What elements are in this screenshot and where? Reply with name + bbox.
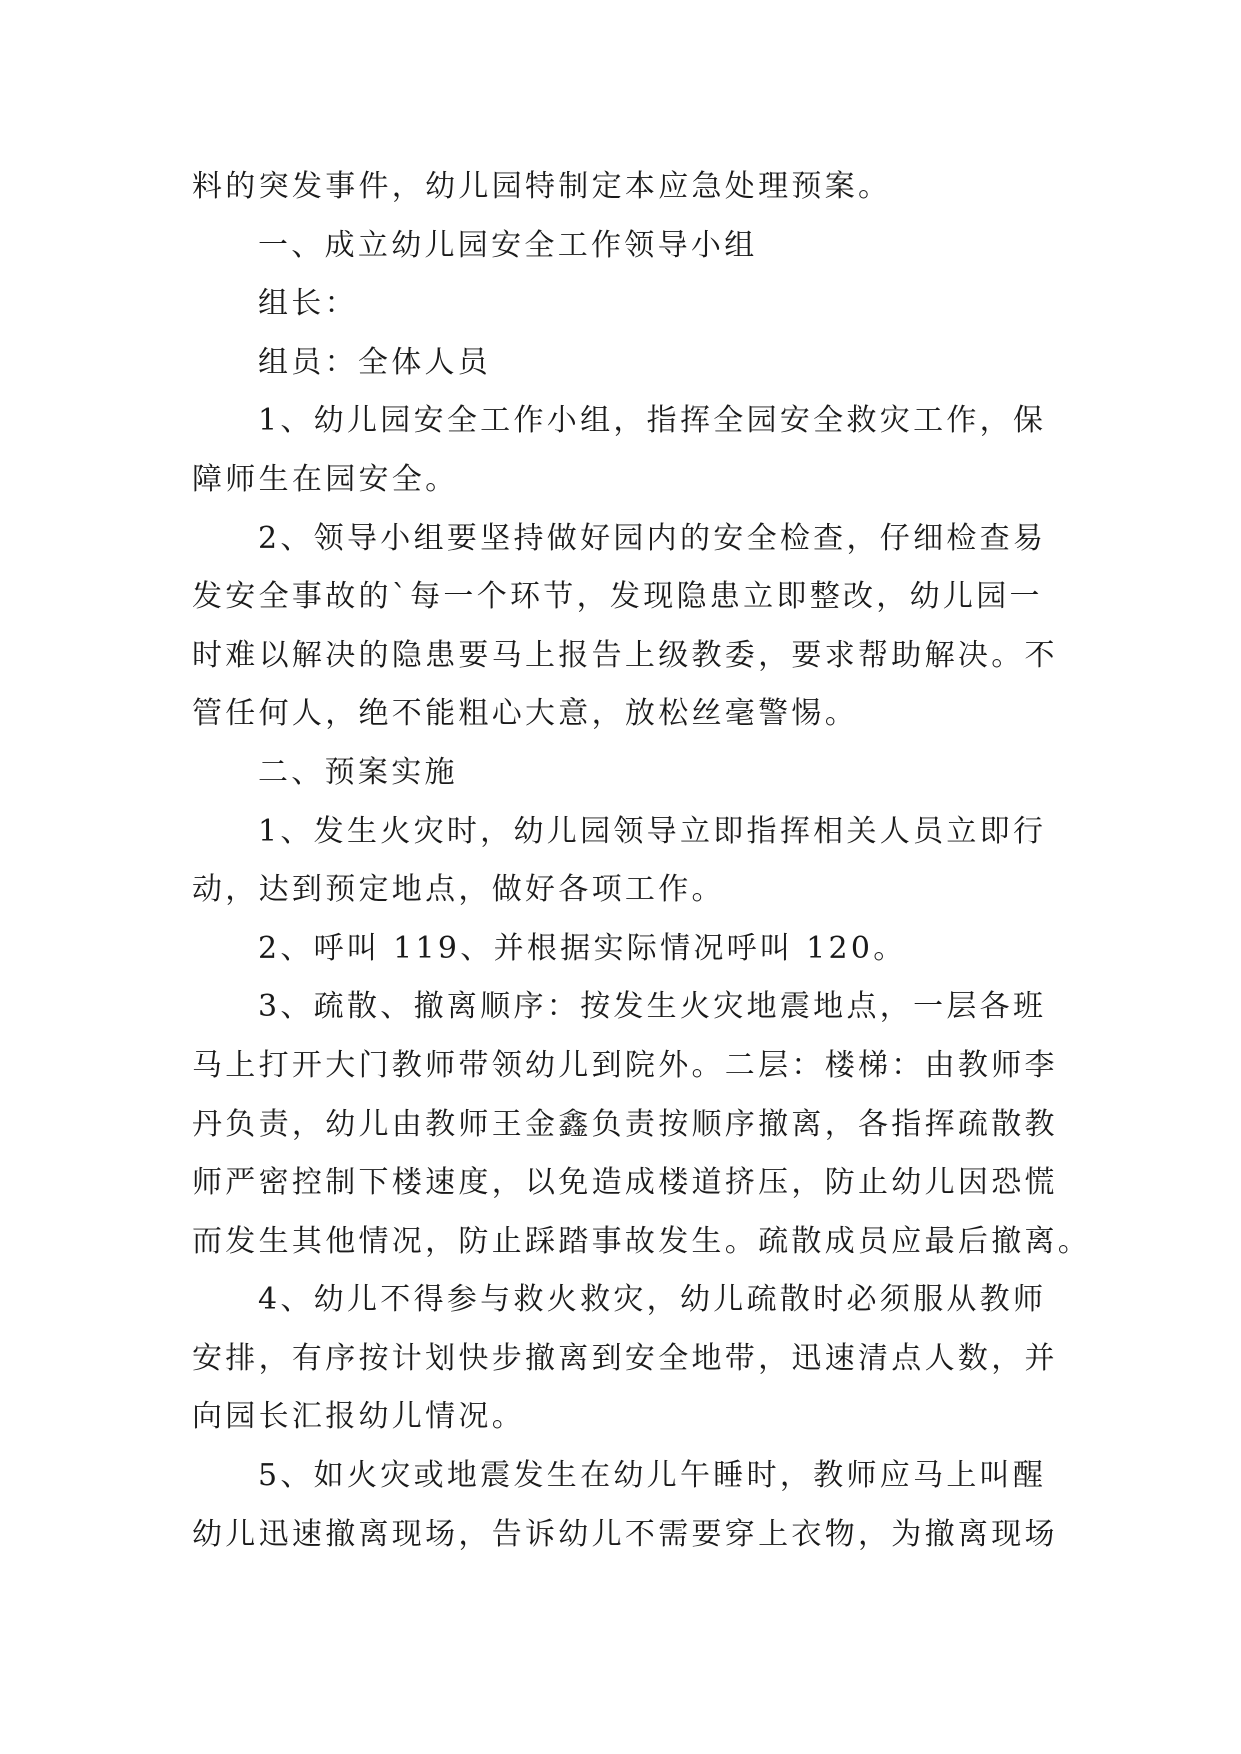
text-line: 2、领导小组要坚持做好园内的安全检查，仔细检查易 bbox=[258, 520, 1047, 556]
text-line: 2、呼叫 119、并根据实际情况呼叫 120。 bbox=[258, 930, 907, 966]
section-heading: 一、成立幼儿园安全工作领导小组 bbox=[258, 227, 758, 263]
text-line: 5、如火灾或地震发生在幼儿午睡时，教师应马上叫醒 bbox=[258, 1458, 1047, 1494]
text-line: 管任何人，绝不能粗心大意，放松丝毫警惕。 bbox=[192, 696, 858, 732]
text-line: 丹负责，幼儿由教师王金鑫负责按顺序撤离，各指挥疏散教 bbox=[192, 1106, 1058, 1142]
text-line: 1、发生火灾时，幼儿园领导立即指挥相关人员立即行 bbox=[258, 813, 1047, 849]
text-line: 料的突发事件，幼儿园特制定本应急处理预案。 bbox=[192, 169, 892, 204]
text-line: 向园长汇报幼儿情况。 bbox=[192, 1399, 525, 1435]
text-line: 1、幼儿园安全工作小组，指挥全园安全救灾工作，保 bbox=[258, 403, 1047, 439]
text-line: 发安全事故的`每一个环节，发现隐患立即整改，幼儿园一 bbox=[192, 579, 1043, 615]
text-line: 时难以解决的隐患要马上报告上级教委，要求帮助解决。不 bbox=[192, 637, 1058, 673]
text-line: 3、疏散、撤离顺序：按发生火灾地震地点，一层各班 bbox=[258, 989, 1047, 1025]
text-line: 幼儿迅速撤离现场，告诉幼儿不需要穿上衣物，为撤离现场 bbox=[192, 1516, 1058, 1552]
section-heading: 二、预案实施 bbox=[258, 754, 458, 790]
text-line: 障师生在园安全。 bbox=[192, 461, 459, 497]
text-line: 安排，有序按计划快步撤离到安全地带，迅速清点人数，并 bbox=[192, 1340, 1058, 1376]
text-line: 而发生其他情况，防止踩踏事故发生。疏散成员应最后撤离。 bbox=[192, 1223, 1092, 1259]
text-line: 组员：全体人员 bbox=[258, 344, 492, 380]
text-line: 师严密控制下楼速度，以免造成楼道挤压，防止幼儿因恐慌 bbox=[192, 1165, 1058, 1201]
text-line: 4、幼儿不得参与救火救灾，幼儿疏散时必须服从教师 bbox=[258, 1282, 1047, 1318]
text-line: 动，达到预定地点，做好各项工作。 bbox=[192, 872, 725, 908]
text-line: 组长： bbox=[258, 286, 358, 322]
document-body bbox=[192, 158, 1092, 1564]
text-line: 马上打开大门教师带领幼儿到院外。二层：楼梯：由教师李 bbox=[192, 1047, 1058, 1083]
